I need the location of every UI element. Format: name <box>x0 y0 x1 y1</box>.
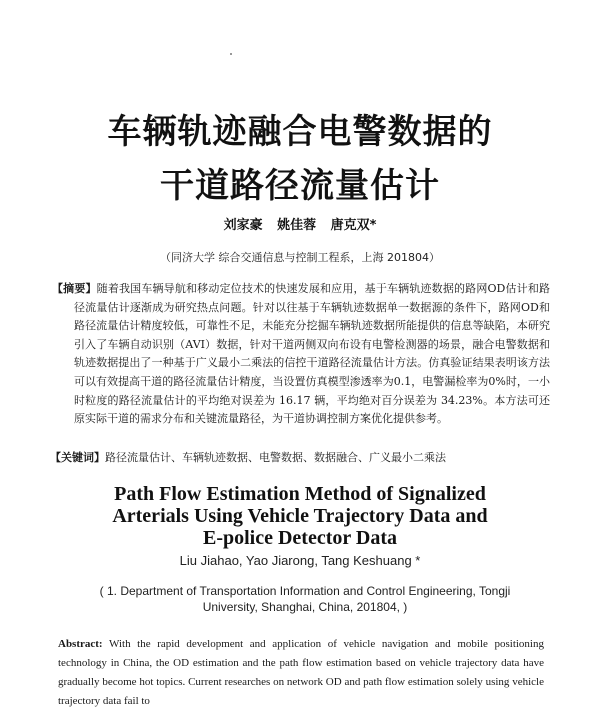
chinese-authors: 刘家豪 姚佳蓉 唐克双* <box>223 218 377 233</box>
chinese-keywords-label: 【关键词】 <box>50 451 105 464</box>
english-affiliation: ( 1. Department of Transportation Information and Control Engineering, Tongji University, Shanghai, China, 201804, ) <box>99 584 511 614</box>
scan-speck <box>230 53 232 55</box>
chinese-abstract-text: 随着我国车辆导航和移动定位技术的快速发展和应用，基于车辆轨迹数据的路网OD估计和路径流量估计逐渐成为研究热点问题。针对以往基于车辆轨迹数据单一数据源的条件下，路网OD和路径流量估计精度较低，可靠性不足，未能充分挖掘车辆轨迹数据所能提供的信息等缺陷，本研究引入了车辆自动识别（AVI）数据，针对干道两侧双向布设有电警检测器的场景，融合电警数据和轨迹数据提出了一种基于广义最小二乘法的信控干道路径流量估计方法。仿真验证结果表明该方法可以有效提高干道的路径流量估计精度，当设置仿真模型渗透率为0.1，电警漏检率为0%时，一小时粒度的路径流量估计的平均绝对误差为 16.17 辆，平均绝对百分误差为 34.23%。本方法可还原实际干道的需求分布和关键流量路径，为干道协调控制方案优化提供参考。 <box>74 282 550 426</box>
chinese-title-line-1: 车辆轨迹融合电警数据的 <box>107 112 493 152</box>
english-abstract-label: Abstract: <box>58 638 103 650</box>
english-title-line-3: E-police Detector Data <box>202 527 397 549</box>
chinese-keywords-text: 路径流量估计、车辆轨迹数据、电警数据、数据融合、广义最小二乘法 <box>105 451 446 464</box>
chinese-keywords <box>50 449 560 465</box>
english-abstract-text: With the rapid development and application of vehicle navigation and mobile positioning technology in China, the OD estimation and the path flow estimation based on vehicle trajectory data have gradually become hot topics. Current researches on network OD and path flow estimation solely using vehicle trajectory data fail to <box>58 638 544 707</box>
chinese-abstract <box>52 280 550 429</box>
chinese-abstract-label: 【摘要】 <box>52 282 97 295</box>
chinese-affiliation: （同济大学 综合交通信息与控制工程系，上海 201804） <box>160 251 440 264</box>
english-authors: Liu Jiahao, Yao Jiarong, Tang Keshuang * <box>179 553 421 568</box>
english-abstract <box>58 635 544 711</box>
english-title-line-2: Arterials Using Vehicle Trajectory Data and <box>112 505 488 527</box>
english-title-line-1: Path Flow Estimation Method of Signalized <box>114 483 486 505</box>
chinese-title-line-2: 干道路径流量估计 <box>160 166 440 206</box>
